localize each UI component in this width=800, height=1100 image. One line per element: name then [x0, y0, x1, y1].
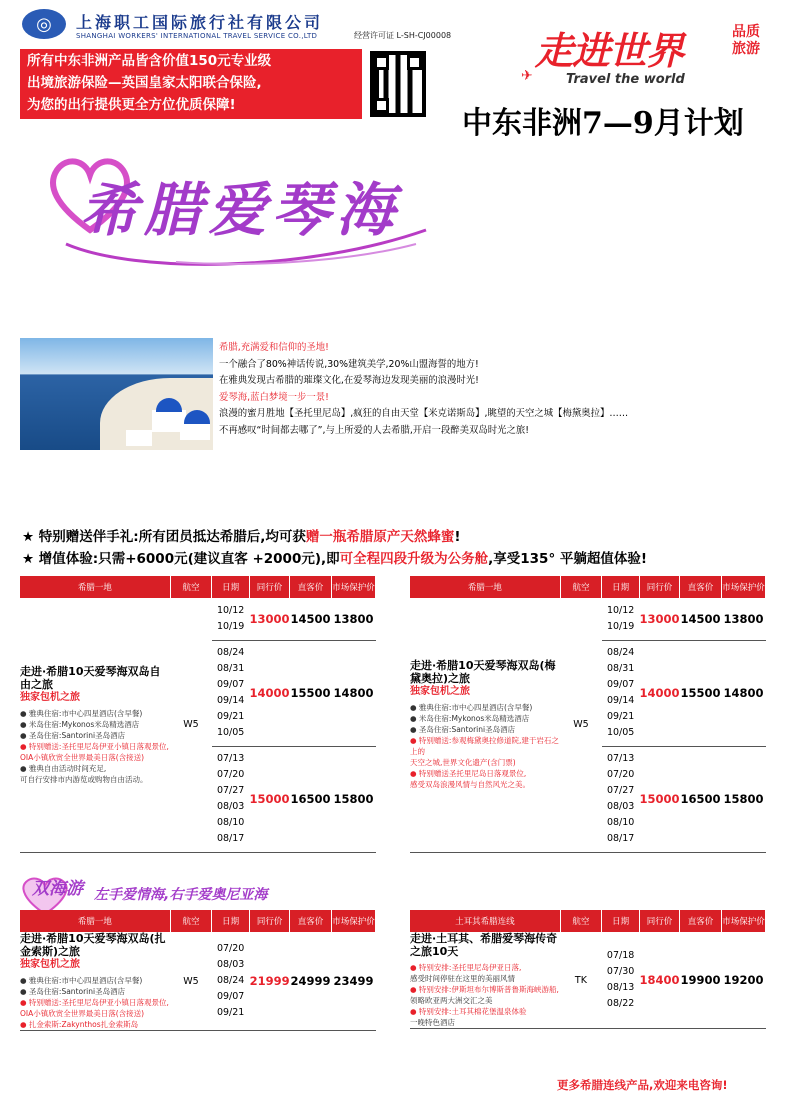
- feature-line: ● 雅典住宿:市中心四星酒店(含早餐): [20, 708, 143, 718]
- brand-slogan: Travel the world: [566, 72, 685, 87]
- feature-line: 一晚特色酒店: [410, 1018, 455, 1027]
- price-trade: 13000: [250, 598, 290, 640]
- promo-line: 所有中东非洲产品皆含价值150元专业级: [27, 53, 272, 69]
- footer-contact: 更多希腊连线产品,欢迎来电咨询!: [557, 1078, 728, 1092]
- table-head-airline: 航空: [560, 576, 602, 598]
- date-item: 07/27: [216, 785, 245, 796]
- table-head-price: 同行价: [640, 910, 680, 932]
- date-item: 09/07: [216, 991, 245, 1002]
- feature-line: 感受双岛浪漫风情与自然风光之美。: [410, 780, 530, 790]
- airline-code: TK: [560, 932, 602, 1029]
- feature-line: ● 圣岛住宿:Santorini圣岛酒店: [410, 725, 516, 735]
- company-name: 上海职工国际旅行社有限公司: [76, 13, 324, 32]
- airline-code: W5: [170, 598, 212, 852]
- feature-line: 可自行安排市内游览或购物自由活动。: [20, 774, 148, 784]
- departure-dates: [602, 932, 640, 1029]
- price-trade: 21999: [250, 932, 290, 1031]
- benefits: [22, 526, 647, 570]
- product-features: [410, 702, 560, 790]
- date-item: 09/21: [216, 711, 245, 722]
- date-item: 08/31: [606, 663, 635, 674]
- airline-code: W5: [170, 932, 212, 1031]
- feature-line: ● 扎金索斯:Zakynthos扎金索斯岛: [20, 1020, 139, 1029]
- santorini-photo: [20, 338, 213, 450]
- departure-dates: [212, 598, 250, 640]
- plan-title: 中东非洲7—9月计划: [462, 106, 744, 141]
- table-head-price: 直客价: [680, 576, 722, 598]
- date-item: 10/05: [216, 727, 245, 738]
- table-head-price: 直客价: [290, 910, 332, 932]
- feature-line: ● 雅典自由活动时间充足,: [20, 763, 107, 773]
- feature-line: 感受时间停驻在这里的美丽风情: [410, 974, 515, 983]
- price-trade: 14000: [250, 640, 290, 746]
- price-direct: 19900: [680, 932, 722, 1029]
- departure-dates: [212, 932, 250, 1031]
- product-info: [410, 598, 560, 852]
- product-subtitle: 独家包机之旅: [20, 691, 80, 703]
- price-direct: 15500: [680, 640, 722, 746]
- date-item: 08/24: [216, 975, 245, 986]
- feature-line: ● 雅典住宿:市中心四星酒店(含早餐): [410, 703, 533, 713]
- feature-line: ● 特别赠送:参观梅黛奥拉修道院,建于岩石之上的: [410, 736, 559, 757]
- product-info: [20, 598, 170, 852]
- table-head-price: 市场保护价: [722, 576, 766, 598]
- price-trade: 15000: [250, 746, 290, 852]
- company-name-en: SHANGHAI WORKERS' INTERNATIONAL TRAVEL SERVICE CO.,LTD: [76, 32, 318, 40]
- price-market: 23499: [332, 932, 376, 1031]
- feature-line: ● 圣岛住宿:Santorini圣岛酒店: [20, 987, 126, 996]
- date-item: 10/19: [216, 620, 245, 632]
- table-head-airline: 航空: [560, 910, 602, 932]
- feature-line: ● 特别赠送:圣托里尼岛伊亚小镇日落观景位,: [20, 741, 169, 751]
- table-head-price: 市场保护价: [332, 576, 376, 598]
- product-info: [410, 932, 560, 1029]
- date-item: 07/20: [606, 769, 635, 780]
- date-item: 08/03: [606, 801, 635, 812]
- price-table: [410, 576, 766, 853]
- table-head-price: 同行价: [640, 576, 680, 598]
- table-head-product: 土耳其希腊连线: [410, 910, 560, 932]
- price-direct: 16500: [290, 746, 332, 852]
- insurance-promo: [20, 49, 362, 119]
- date-item: 10/12: [216, 604, 245, 616]
- benefit-upgrade: ★ 增值体验:只需+6000元(建议直客 +2000元),即可全程四段升级为公务舱,享受135° 平躺超值体验!: [22, 551, 648, 567]
- main-title: 希腊爱琴海: [80, 176, 401, 244]
- table-head-date: 日期: [602, 576, 640, 598]
- price-market: 14800: [722, 640, 766, 746]
- price-direct: 14500: [290, 598, 332, 640]
- table-row: [20, 932, 376, 1031]
- intro-line: 不再感叹“时间都去哪了”,与上所爱的人去希腊,开启一段醉美双岛时光之旅!: [219, 424, 530, 436]
- date-item: 07/27: [606, 785, 635, 796]
- departure-dates: [212, 640, 250, 746]
- date-item: 08/31: [216, 663, 245, 674]
- price-market: 15800: [332, 746, 376, 852]
- date-item: 07/13: [216, 753, 245, 764]
- date-item: 08/17: [216, 833, 245, 844]
- date-item: 08/10: [216, 817, 245, 828]
- date-item: 08/24: [216, 647, 245, 658]
- price-market: 14800: [332, 640, 376, 746]
- feature-line: OIA小镇欣赏全世界最美日落(含接送): [20, 1009, 145, 1018]
- table-head-price: 市场保护价: [332, 910, 376, 932]
- price-market: 15800: [722, 746, 766, 852]
- date-item: 08/10: [606, 817, 635, 828]
- table-head-date: 日期: [602, 910, 640, 932]
- date-item: 10/05: [606, 727, 635, 738]
- feature-line: ● 特别安排:伊斯坦布尔博斯普鲁斯海峡游船,: [410, 985, 559, 994]
- product-features: [20, 975, 170, 1030]
- price-market: 19200: [722, 932, 766, 1029]
- date-item: 07/13: [606, 753, 635, 764]
- table-head-date: 日期: [212, 576, 250, 598]
- price-market: 13800: [722, 598, 766, 640]
- promo-line: 出境旅游保险—英国皇家太阳联合保险,: [27, 75, 262, 91]
- departure-dates: [602, 640, 640, 746]
- product-title: 走进·土耳其、希腊爱琴海传奇之旅10天: [410, 932, 558, 958]
- date-item: 07/30: [606, 966, 635, 977]
- table-head-product: 希腊一地: [20, 576, 170, 598]
- table-row: [410, 598, 766, 640]
- price-direct: 14500: [680, 598, 722, 640]
- price-direct: 15500: [290, 640, 332, 746]
- feature-line: ● 特别安排:土耳其棉花堡温泉体验: [410, 1007, 527, 1016]
- departure-dates: [212, 746, 250, 852]
- date-item: 10/19: [606, 620, 635, 632]
- price-trade: 15000: [640, 746, 680, 852]
- date-item: 09/21: [216, 1007, 245, 1018]
- feature-line: ● 特别赠送圣托里尼岛日落观景位,: [410, 769, 527, 779]
- feature-line: 领略欧亚两大洲交汇之美: [410, 996, 493, 1005]
- date-item: 07/20: [216, 769, 245, 780]
- feature-line: ● 雅典住宿:市中心四星酒店(含早餐): [20, 976, 143, 985]
- promo-line: 为您的出行提供更全方位优质保障!: [27, 97, 236, 113]
- date-item: 08/24: [606, 647, 635, 658]
- intro-line: 一个融合了80%神话传说,30%建筑美学,20%山盟海誓的地方!: [219, 358, 479, 370]
- date-item: 08/17: [606, 833, 635, 844]
- table-head-airline: 航空: [170, 576, 212, 598]
- table-head-price: 直客价: [680, 910, 722, 932]
- date-item: 09/14: [606, 695, 635, 706]
- price-direct: 24999: [290, 932, 332, 1031]
- feature-line: ● 特别赠送:圣托里尼岛伊亚小镇日落观景位,: [20, 998, 169, 1007]
- feature-line: ● 特别安排:圣托里尼岛伊亚日落,: [410, 963, 522, 972]
- date-item: 08/03: [216, 959, 245, 970]
- dual-sea-slogan: 左手爱情海,右手爱奥尼亚海: [94, 887, 268, 903]
- date-item: 09/07: [216, 679, 245, 690]
- table-head-product: 希腊一地: [20, 910, 170, 932]
- feature-line: OIA小镇欣赏全世界最美日落(含接送): [20, 752, 145, 762]
- product-title: 走进·希腊10天爱琴海双岛(梅黛奥拉)之旅: [410, 659, 556, 686]
- date-item: 09/07: [606, 679, 635, 690]
- feature-line: ● 米岛住宿:Mykonos米岛精选酒店: [20, 719, 140, 729]
- date-item: 08/13: [606, 982, 635, 993]
- intro-line: 希腊,充满爱和信仰的圣地!: [219, 342, 329, 353]
- intro-line: 浪漫的蜜月胜地【圣托里尼岛】,疯狂的自由天堂【米克诺斯岛】,眺望的天空之城【梅黛奥拉】……: [219, 408, 629, 419]
- table-head-date: 日期: [212, 910, 250, 932]
- product-title: 走进·希腊10天爱琴海双岛自由之旅: [20, 664, 161, 691]
- benefit-gift: ★ 特别赠送伴手礼:所有团员抵达希腊后,均可获赠一瓶希腊原产天然蜂蜜!: [22, 529, 461, 545]
- date-item: 07/20: [216, 943, 245, 954]
- brand-logo: 走进世界: [535, 29, 684, 73]
- date-item: 10/12: [606, 604, 635, 616]
- product-subtitle: 独家包机之旅: [410, 686, 470, 698]
- date-item: 08/22: [606, 998, 635, 1009]
- table-head-airline: 航空: [170, 910, 212, 932]
- price-table: [20, 576, 376, 853]
- qr-code-icon[interactable]: [370, 51, 426, 117]
- intro-line: 爱琴海,蓝白梦境一步一景!: [219, 391, 329, 403]
- swirl-decoration: [56, 224, 436, 268]
- date-item: 07/18: [606, 950, 635, 961]
- price-direct: 16500: [680, 746, 722, 852]
- feature-line: ● 米岛住宿:Mykonos米岛精选酒店: [410, 714, 530, 724]
- date-item: 08/03: [216, 801, 245, 812]
- price-table: [410, 910, 766, 1029]
- table-head-price: 同行价: [250, 910, 290, 932]
- table-head-price: 同行价: [250, 576, 290, 598]
- airline-code: W5: [560, 598, 602, 852]
- price-trade: 13000: [640, 598, 680, 640]
- price-trade: 14000: [640, 640, 680, 746]
- table-head-product: 希腊一地: [410, 576, 560, 598]
- product-info: [20, 932, 170, 1031]
- departure-dates: [602, 598, 640, 640]
- date-item: 09/14: [216, 695, 245, 706]
- price-market: 13800: [332, 598, 376, 640]
- company-logo-icon: ◎: [22, 9, 66, 39]
- table-head-price: 市场保护价: [722, 910, 766, 932]
- product-features: [20, 708, 170, 785]
- price-trade: 18400: [640, 932, 680, 1029]
- table-row: [410, 932, 766, 1029]
- license-number: 经营许可证 L-SH-CJ00008: [354, 31, 452, 40]
- intro-line: 在雅典发现古希腊的璀璨文化,在爱琴海边发现美丽的浪漫时光!: [219, 375, 479, 386]
- table-head-price: 直客价: [290, 576, 332, 598]
- intro-text: [219, 340, 779, 439]
- plane-icon: ✈: [521, 68, 533, 84]
- product-title: 走进·希腊10天爱琴海双岛(扎金索斯)之旅: [20, 932, 166, 958]
- feature-line: 天空之城,世界文化遗产(含门票): [410, 758, 516, 768]
- departure-dates: [602, 746, 640, 852]
- product-subtitle: 独家包机之旅: [20, 959, 80, 970]
- brand-tagline: 品质旅游: [732, 24, 760, 57]
- product-features: [410, 962, 560, 1028]
- date-item: 09/21: [606, 711, 635, 722]
- feature-line: ● 圣岛住宿:Santorini圣岛酒店: [20, 730, 126, 740]
- table-row: [20, 598, 376, 640]
- price-table: [20, 910, 376, 1031]
- dual-sea-title: 双海游: [32, 879, 83, 899]
